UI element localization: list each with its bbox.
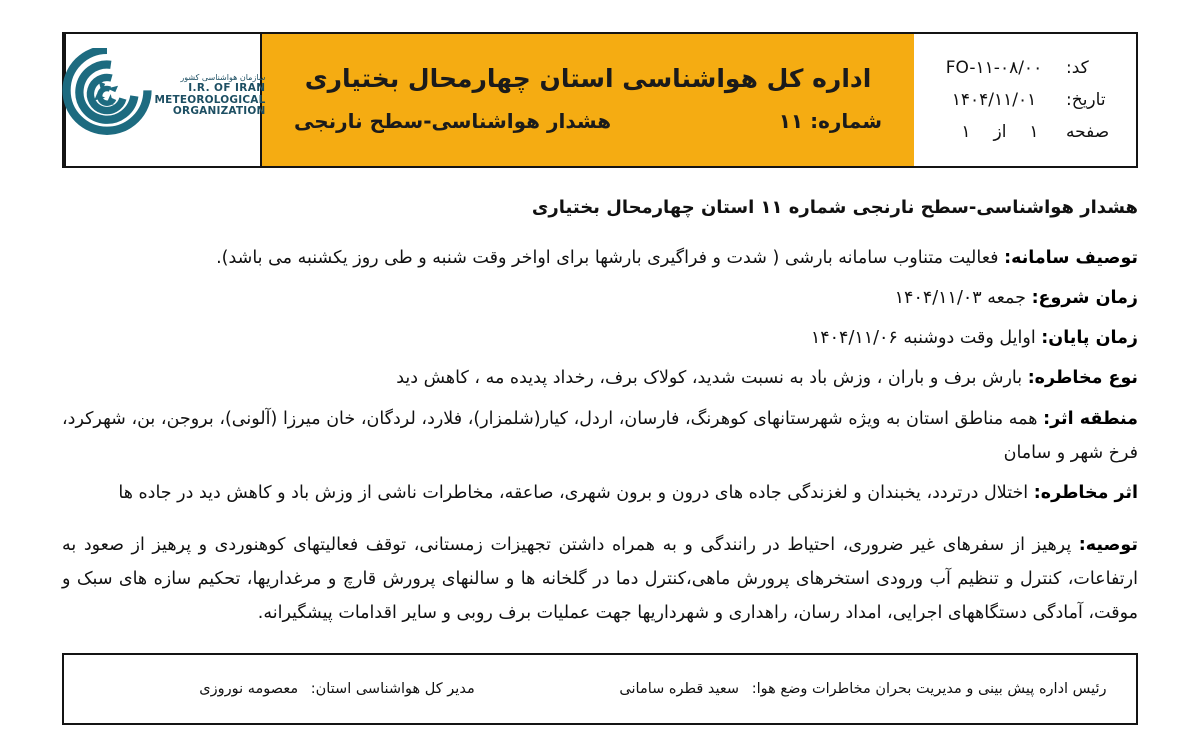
header-title-banner [260, 34, 914, 166]
warning-subtitle-row [288, 109, 888, 133]
warning-level-label: هشدار هواشناسی-سطح نارنجی [294, 108, 612, 133]
field-value: بارش برف و باران ، وزش باد به نسبت شدید، کولاک برف، رخداد پدیده مه ، کاهش دید [396, 368, 1023, 389]
date-row [928, 84, 1122, 116]
field-hazard-type [62, 361, 1138, 395]
document-headline: هشدار هواشناسی-سطح نارنجی شماره ۱۱ استان چهارمحال بختیاری [531, 197, 1138, 218]
field-value: اختلال درتردد، یخبندان و لغزندگی جاده های درون و برون شهری، صاعقه، مخاطرات ناشی از وزش باد و کاهش دید در جاده ها [118, 482, 1029, 503]
page-total: ۱ [961, 122, 971, 143]
header-logo-cell [64, 34, 266, 166]
field-hazard-impact [62, 476, 1138, 510]
signature-footer [62, 653, 1138, 725]
field-value: فعالیت متناوب سامانه بارشی ( شدت و فراگیری بارشها برای اواخر وقت شنبه و طی روز یکشنبه می باشد). [216, 248, 999, 268]
logo-fa-line: سازمان هواشناسی کشور [180, 72, 266, 82]
field-value: پرهیز از سفرهای غیر ضروری، احتیاط در رانندگی و به همراه داشتن تجهیزات زمستانی، توقف فعالیتهای کوهنوردی و پرهیز از صعود به ارتفاعات، کنترل و تنظیم آب ورودی استخرهای پرورش ماهی،کنترل دما در گلخانه ها و سالنهای پرورش قارچ و مرغداریها، تحکیم سازه های سبک و موقت، آمادگی دستگاههای اجرایی، امداد رسان، راهداری و شهرداریها جهت عملیات برف روبی و سایر اقدامات پیشگیرانه. [62, 534, 1138, 624]
field-label: نوع مخاطره: [1027, 368, 1138, 389]
page-current: ۱ [1029, 122, 1039, 143]
field-label: منطقه اثر: [1043, 408, 1138, 429]
code-value: FO-۱۱-۰۸/۰۰ [945, 57, 1043, 78]
field-start-time [62, 281, 1138, 315]
page-row [928, 116, 1122, 148]
imo-logo [61, 48, 266, 144]
code-row [928, 52, 1122, 84]
field-label: زمان پایان: [1041, 328, 1138, 349]
signature-name: سعید قطره سامانی [619, 680, 740, 697]
field-label: زمان شروع: [1031, 288, 1138, 309]
field-affected-area [62, 402, 1138, 470]
code-label: کد: [1066, 57, 1089, 78]
field-end-time [62, 321, 1138, 355]
imo-logo-text [155, 74, 266, 118]
document-header [62, 32, 1138, 168]
field-label: اثر مخاطره: [1033, 482, 1138, 503]
field-label: توصیه: [1078, 534, 1138, 555]
header-code-box [914, 34, 1136, 166]
field-value: همه مناطق استان به ویژه شهرستانهای کوهرنگ، فارسان، اردل، کیار(شلمزار)، فلارد، لردگان، خان میرزا (آلونی)، بروجن، بن، شهرکرد، فرخ شهر و سامان [62, 408, 1138, 463]
logo-en-line2: METEOROLOGICAL [154, 93, 266, 106]
logo-en-line1: I.R. OF IRAN [188, 81, 266, 94]
page-of-label: از [993, 122, 1007, 143]
imo-spiral-icon [61, 48, 153, 144]
signature-role: رئیس اداره پیش بینی و مدیریت بحران مخاطرات وضع هوا: [751, 680, 1107, 697]
date-label: تاریخ: [1066, 89, 1106, 110]
page-label: صفحه [1066, 122, 1110, 143]
field-recommendations [62, 528, 1138, 630]
signature-forecast-chief [600, 679, 1136, 699]
field-system-description [62, 241, 1138, 275]
date-value: ۱۴۰۴/۱۱/۰۱ [951, 89, 1037, 110]
warning-number: شماره: ۱۱ [778, 108, 882, 133]
signature-name: معصومه نوروزی [199, 680, 299, 697]
field-value: اوایل وقت دوشنبه ۱۴۰۴/۱۱/۰۶ [810, 328, 1036, 349]
logo-en-line3: ORGANIZATION [172, 105, 266, 118]
organization-title: اداره کل هواشناسی استان چهارمحال بختیاری [304, 64, 872, 94]
signature-role: مدیر کل هواشناسی استان: [310, 680, 475, 697]
field-label: توصیف سامانه: [1004, 248, 1138, 268]
document-body [62, 182, 1138, 643]
field-value: جمعه ۱۴۰۴/۱۱/۰۳ [894, 288, 1026, 309]
signature-director-general [64, 679, 600, 699]
